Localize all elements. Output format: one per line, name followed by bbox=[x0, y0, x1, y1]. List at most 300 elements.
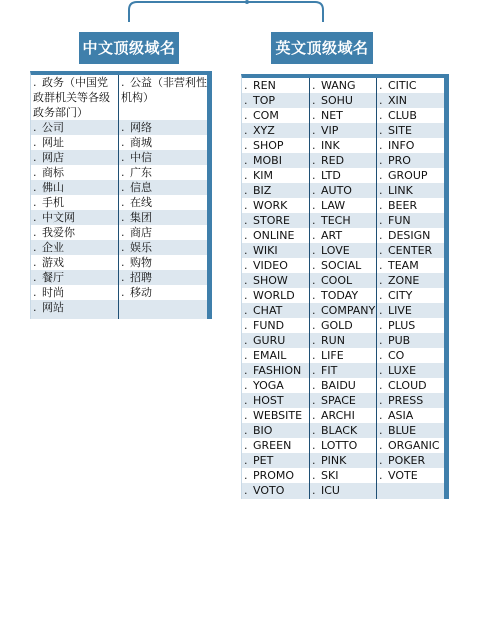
tld-cell bbox=[119, 150, 207, 165]
chinese-tld-column-1 bbox=[31, 75, 118, 319]
tld-cell bbox=[310, 153, 376, 168]
tld-cell bbox=[310, 123, 376, 138]
tld-label: 购物 bbox=[130, 256, 152, 269]
tld-label: YOGA bbox=[253, 379, 284, 392]
tld-label: HOST bbox=[253, 394, 284, 407]
tld-label: PRO bbox=[388, 154, 411, 167]
tld-label: SOCIAL bbox=[321, 259, 362, 272]
bullet-dot: . bbox=[33, 271, 37, 284]
bullet-dot: . bbox=[312, 469, 316, 482]
tld-label: PET bbox=[253, 454, 274, 467]
tld-label: 政务（中国党政群机关等各级政务部门） bbox=[33, 76, 110, 119]
tld-cell bbox=[310, 273, 376, 288]
tld-cell bbox=[377, 468, 444, 483]
tld-cell bbox=[310, 183, 376, 198]
bullet-dot: . bbox=[312, 154, 316, 167]
tld-label: GURU bbox=[253, 334, 286, 347]
bullet-dot: . bbox=[312, 244, 316, 257]
tld-label: BIZ bbox=[253, 184, 272, 197]
tld-cell bbox=[377, 108, 444, 123]
tld-label: SHOW bbox=[253, 274, 288, 287]
tld-cell bbox=[119, 75, 207, 120]
tld-cell bbox=[377, 303, 444, 318]
bullet-dot: . bbox=[312, 199, 316, 212]
tld-cell bbox=[242, 288, 309, 303]
bullet-dot: . bbox=[121, 256, 125, 269]
bullet-dot: . bbox=[312, 229, 316, 242]
tld-cell bbox=[377, 138, 444, 153]
bullet-dot: . bbox=[33, 136, 37, 149]
bullet-dot: . bbox=[244, 214, 248, 227]
bullet-dot: . bbox=[244, 469, 248, 482]
bullet-dot: . bbox=[379, 214, 383, 227]
tld-label: ONLINE bbox=[253, 229, 295, 242]
tld-label: ZONE bbox=[388, 274, 420, 287]
tld-cell bbox=[242, 438, 309, 453]
bullet-dot: . bbox=[244, 139, 248, 152]
bullet-dot: . bbox=[379, 349, 383, 362]
tld-cell bbox=[242, 483, 309, 498]
bullet-dot: . bbox=[33, 301, 37, 314]
tld-cell bbox=[31, 195, 118, 210]
tld-cell bbox=[377, 258, 444, 273]
tld-label: BLUE bbox=[388, 424, 417, 437]
bullet-dot: . bbox=[244, 184, 248, 197]
tld-cell bbox=[31, 255, 118, 270]
bullet-dot: . bbox=[379, 109, 383, 122]
tld-cell bbox=[377, 318, 444, 333]
tld-cell bbox=[377, 333, 444, 348]
tld-label: WANG bbox=[321, 79, 356, 92]
tld-label: CITIC bbox=[388, 79, 417, 92]
tld-label: COOL bbox=[321, 274, 353, 287]
english-tld-header: 英文顶级域名 bbox=[271, 32, 373, 64]
tld-cell bbox=[242, 138, 309, 153]
tld-cell bbox=[31, 135, 118, 150]
bullet-dot: . bbox=[244, 229, 248, 242]
tld-label: FUN bbox=[388, 214, 411, 227]
tld-label: 在线 bbox=[130, 196, 152, 209]
english-tld-table bbox=[241, 74, 449, 499]
tld-label: PUB bbox=[388, 334, 411, 347]
tld-label: CITY bbox=[388, 289, 413, 302]
tld-cell bbox=[377, 453, 444, 468]
bullet-dot: . bbox=[379, 334, 383, 347]
tld-label: LTD bbox=[321, 169, 341, 182]
tld-cell bbox=[377, 78, 444, 93]
tld-label: 移动 bbox=[130, 286, 152, 299]
tld-cell bbox=[310, 168, 376, 183]
tld-cell bbox=[310, 213, 376, 228]
tld-label: 娱乐 bbox=[130, 241, 152, 254]
bullet-dot: . bbox=[312, 259, 316, 272]
bullet-dot: . bbox=[33, 76, 37, 89]
tld-cell bbox=[242, 423, 309, 438]
bullet-dot: . bbox=[312, 394, 316, 407]
bullet-dot: . bbox=[379, 124, 383, 137]
tld-label: INFO bbox=[388, 139, 415, 152]
tld-label: BEER bbox=[388, 199, 418, 212]
tld-label: 佛山 bbox=[42, 181, 64, 194]
tld-label: 公司 bbox=[42, 121, 64, 134]
bullet-dot: . bbox=[244, 244, 248, 257]
tld-cell bbox=[242, 393, 309, 408]
tld-cell bbox=[242, 213, 309, 228]
bullet-dot: . bbox=[379, 79, 383, 92]
tld-cell bbox=[377, 198, 444, 213]
tld-label: 企业 bbox=[42, 241, 64, 254]
bullet-dot: . bbox=[379, 94, 383, 107]
english-tld-column-3 bbox=[376, 78, 444, 499]
bullet-dot: . bbox=[244, 259, 248, 272]
tld-label: 集团 bbox=[130, 211, 152, 224]
tld-label: WORLD bbox=[253, 289, 295, 302]
tld-label: AUTO bbox=[321, 184, 352, 197]
tld-cell bbox=[377, 93, 444, 108]
tld-label: VOTE bbox=[388, 469, 418, 482]
bullet-dot: . bbox=[33, 211, 37, 224]
tld-label: FIT bbox=[321, 364, 338, 377]
tld-label: 中信 bbox=[130, 151, 152, 164]
bullet-dot: . bbox=[312, 364, 316, 377]
bullet-dot: . bbox=[244, 484, 248, 497]
bullet-dot: . bbox=[121, 196, 125, 209]
bullet-dot: . bbox=[312, 289, 316, 302]
tld-cell bbox=[310, 393, 376, 408]
bullet-dot: . bbox=[33, 226, 37, 239]
bullet-dot: . bbox=[244, 94, 248, 107]
bullet-dot: . bbox=[121, 136, 125, 149]
bullet-dot: . bbox=[121, 241, 125, 254]
bullet-dot: . bbox=[121, 211, 125, 224]
tld-label: CO bbox=[388, 349, 405, 362]
tld-cell bbox=[310, 198, 376, 213]
tld-cell bbox=[310, 348, 376, 363]
bullet-dot: . bbox=[312, 484, 316, 497]
bullet-dot: . bbox=[121, 271, 125, 284]
tld-cell bbox=[377, 378, 444, 393]
tld-label: FUND bbox=[253, 319, 285, 332]
tld-cell bbox=[377, 288, 444, 303]
bullet-dot: . bbox=[312, 169, 316, 182]
tld-label: 餐厅 bbox=[42, 271, 64, 284]
tld-cell bbox=[242, 363, 309, 378]
tld-cell bbox=[31, 300, 118, 315]
tld-label: KIM bbox=[253, 169, 273, 182]
tld-label: SKI bbox=[321, 469, 339, 482]
bullet-dot: . bbox=[244, 379, 248, 392]
bullet-dot: . bbox=[121, 181, 125, 194]
tld-cell bbox=[310, 303, 376, 318]
bullet-dot: . bbox=[244, 274, 248, 287]
tld-label: WIKI bbox=[253, 244, 278, 257]
tree-connector bbox=[0, 0, 500, 40]
bullet-dot: . bbox=[244, 169, 248, 182]
tld-label: 广东 bbox=[130, 166, 152, 179]
bullet-dot: . bbox=[121, 76, 125, 89]
bullet-dot: . bbox=[312, 139, 316, 152]
tld-cell bbox=[377, 408, 444, 423]
bullet-dot: . bbox=[379, 319, 383, 332]
bullet-dot: . bbox=[312, 79, 316, 92]
tld-cell bbox=[119, 165, 207, 180]
bullet-dot: . bbox=[33, 196, 37, 209]
tld-label: LOVE bbox=[321, 244, 350, 257]
tld-cell bbox=[242, 168, 309, 183]
tld-cell bbox=[31, 75, 118, 120]
tld-label: ARCHI bbox=[321, 409, 355, 422]
tld-label: BLACK bbox=[321, 424, 358, 437]
tld-cell bbox=[377, 213, 444, 228]
chinese-tld-column-2 bbox=[118, 75, 207, 319]
bullet-dot: . bbox=[312, 334, 316, 347]
tld-cell bbox=[31, 180, 118, 195]
tld-label: 网址 bbox=[42, 136, 64, 149]
bullet-dot: . bbox=[379, 439, 383, 452]
tld-label: SHOP bbox=[253, 139, 284, 152]
tld-label: PRESS bbox=[388, 394, 424, 407]
tld-cell bbox=[310, 363, 376, 378]
bullet-dot: . bbox=[244, 439, 248, 452]
tld-label: TODAY bbox=[321, 289, 359, 302]
tld-label: LIFE bbox=[321, 349, 344, 362]
english-tld-column-2 bbox=[309, 78, 376, 499]
tld-cell bbox=[119, 255, 207, 270]
tld-label: BIO bbox=[253, 424, 273, 437]
tld-cell bbox=[310, 468, 376, 483]
tld-label: 商标 bbox=[42, 166, 64, 179]
tld-cell bbox=[377, 438, 444, 453]
tld-cell bbox=[31, 225, 118, 240]
tld-cell bbox=[242, 123, 309, 138]
bullet-dot: . bbox=[312, 124, 316, 137]
tld-cell bbox=[31, 270, 118, 285]
tld-label: BAIDU bbox=[321, 379, 356, 392]
bullet-dot: . bbox=[379, 139, 383, 152]
tld-cell bbox=[119, 180, 207, 195]
tld-cell bbox=[310, 258, 376, 273]
tld-cell bbox=[377, 273, 444, 288]
bullet-dot: . bbox=[33, 151, 37, 164]
tld-cell bbox=[119, 240, 207, 255]
tld-label: 商店 bbox=[130, 226, 152, 239]
tld-cell bbox=[242, 153, 309, 168]
tld-label: 网站 bbox=[42, 301, 64, 314]
tld-cell bbox=[242, 333, 309, 348]
tld-cell bbox=[31, 150, 118, 165]
tld-cell bbox=[31, 240, 118, 255]
tld-cell bbox=[377, 168, 444, 183]
tld-label: XIN bbox=[388, 94, 408, 107]
tld-label: 网店 bbox=[42, 151, 64, 164]
tld-cell bbox=[31, 210, 118, 225]
bullet-dot: . bbox=[244, 289, 248, 302]
tld-label: POKER bbox=[388, 454, 426, 467]
tld-label: 手机 bbox=[42, 196, 64, 209]
tld-label: VIDEO bbox=[253, 259, 288, 272]
tld-label: GREEN bbox=[253, 439, 292, 452]
bullet-dot: . bbox=[244, 154, 248, 167]
bullet-dot: . bbox=[312, 319, 316, 332]
connector-line bbox=[129, 2, 323, 22]
tld-label: WORK bbox=[253, 199, 288, 212]
tld-label: VIP bbox=[321, 124, 339, 137]
tld-label: EMAIL bbox=[253, 349, 287, 362]
tld-cell bbox=[377, 123, 444, 138]
bullet-dot: . bbox=[244, 109, 248, 122]
tld-cell bbox=[377, 228, 444, 243]
tld-label: COMPANY bbox=[321, 304, 376, 317]
chinese-tld-header: 中文顶级域名 bbox=[79, 32, 179, 64]
tld-cell bbox=[310, 243, 376, 258]
bullet-dot: . bbox=[379, 469, 383, 482]
bullet-dot: . bbox=[33, 241, 37, 254]
tld-label: 游戏 bbox=[42, 256, 64, 269]
bullet-dot: . bbox=[379, 259, 383, 272]
bullet-dot: . bbox=[33, 286, 37, 299]
tld-cell bbox=[242, 228, 309, 243]
tld-label: VOTO bbox=[253, 484, 285, 497]
tld-cell bbox=[119, 225, 207, 240]
tld-cell bbox=[119, 195, 207, 210]
bullet-dot: . bbox=[244, 424, 248, 437]
tld-label: INK bbox=[321, 139, 340, 152]
tld-cell bbox=[119, 285, 207, 300]
tld-label: CLUB bbox=[388, 109, 417, 122]
bullet-dot: . bbox=[312, 274, 316, 287]
tld-cell bbox=[242, 378, 309, 393]
tld-cell bbox=[310, 138, 376, 153]
bullet-dot: . bbox=[244, 124, 248, 137]
tld-cell bbox=[310, 438, 376, 453]
tld-cell bbox=[310, 408, 376, 423]
tld-label: TECH bbox=[321, 214, 351, 227]
bullet-dot: . bbox=[312, 304, 316, 317]
bullet-dot: . bbox=[121, 151, 125, 164]
bullet-dot: . bbox=[312, 94, 316, 107]
bullet-dot: . bbox=[312, 184, 316, 197]
tld-label: LINK bbox=[388, 184, 413, 197]
tld-label: STORE bbox=[253, 214, 290, 227]
tld-cell bbox=[119, 270, 207, 285]
bullet-dot: . bbox=[312, 214, 316, 227]
bullet-dot: . bbox=[379, 199, 383, 212]
tld-cell bbox=[310, 318, 376, 333]
bullet-dot: . bbox=[379, 454, 383, 467]
tld-label: LAW bbox=[321, 199, 346, 212]
bullet-dot: . bbox=[33, 181, 37, 194]
tld-label: LUXE bbox=[388, 364, 417, 377]
bullet-dot: . bbox=[379, 424, 383, 437]
tld-label: SPACE bbox=[321, 394, 356, 407]
tld-label: 网络 bbox=[130, 121, 152, 134]
tld-label: ART bbox=[321, 229, 343, 242]
tld-cell bbox=[310, 378, 376, 393]
tld-label: ASIA bbox=[388, 409, 414, 422]
tld-label: GOLD bbox=[321, 319, 353, 332]
tld-cell bbox=[242, 243, 309, 258]
tld-cell bbox=[310, 333, 376, 348]
tld-cell bbox=[31, 120, 118, 135]
bullet-dot: . bbox=[244, 304, 248, 317]
tld-cell bbox=[377, 393, 444, 408]
bullet-dot: . bbox=[312, 454, 316, 467]
tld-label: REN bbox=[253, 79, 276, 92]
bullet-dot: . bbox=[121, 286, 125, 299]
bullet-dot: . bbox=[379, 154, 383, 167]
tld-cell bbox=[310, 423, 376, 438]
tld-cell bbox=[310, 288, 376, 303]
bullet-dot: . bbox=[244, 349, 248, 362]
bullet-dot: . bbox=[379, 394, 383, 407]
tld-label: FASHION bbox=[253, 364, 302, 377]
tld-cell bbox=[242, 108, 309, 123]
tld-cell bbox=[310, 483, 376, 498]
bullet-dot: . bbox=[379, 409, 383, 422]
tld-cell bbox=[242, 318, 309, 333]
bullet-dot: . bbox=[244, 319, 248, 332]
bullet-dot: . bbox=[244, 334, 248, 347]
tld-label: PLUS bbox=[388, 319, 416, 332]
tld-label: LIVE bbox=[388, 304, 412, 317]
tld-label: ICU bbox=[321, 484, 340, 497]
tld-label: CENTER bbox=[388, 244, 433, 257]
tld-cell bbox=[242, 198, 309, 213]
tld-label: WEBSITE bbox=[253, 409, 303, 422]
bullet-dot: . bbox=[244, 364, 248, 377]
tld-label: TEAM bbox=[388, 259, 419, 272]
bullet-dot: . bbox=[379, 364, 383, 377]
bullet-dot: . bbox=[33, 121, 37, 134]
tld-cell bbox=[377, 423, 444, 438]
tld-cell bbox=[377, 348, 444, 363]
tld-label: RUN bbox=[321, 334, 345, 347]
tld-cell bbox=[310, 108, 376, 123]
tld-cell bbox=[31, 165, 118, 180]
bullet-dot: . bbox=[379, 244, 383, 257]
connector-node bbox=[245, 0, 249, 4]
tld-label: 我爱你 bbox=[42, 226, 75, 239]
tld-cell bbox=[31, 285, 118, 300]
bullet-dot: . bbox=[379, 169, 383, 182]
tld-label: MOBI bbox=[253, 154, 282, 167]
tld-cell bbox=[310, 453, 376, 468]
tld-label: ORGANIC bbox=[388, 439, 440, 452]
tld-cell bbox=[119, 210, 207, 225]
tld-label: 商城 bbox=[130, 136, 152, 149]
tld-label: SITE bbox=[388, 124, 412, 137]
tld-cell bbox=[242, 468, 309, 483]
bullet-dot: . bbox=[379, 229, 383, 242]
tld-label: RED bbox=[321, 154, 345, 167]
bullet-dot: . bbox=[244, 79, 248, 92]
bullet-dot: . bbox=[121, 121, 125, 134]
tld-cell bbox=[377, 363, 444, 378]
bullet-dot: . bbox=[379, 184, 383, 197]
tld-label: PROMO bbox=[253, 469, 295, 482]
tld-label: TOP bbox=[253, 94, 276, 107]
tld-cell bbox=[242, 93, 309, 108]
tld-label: LOTTO bbox=[321, 439, 358, 452]
tld-label: 中文网 bbox=[42, 211, 75, 224]
tld-cell bbox=[242, 408, 309, 423]
tld-cell bbox=[377, 153, 444, 168]
bullet-dot: . bbox=[244, 394, 248, 407]
tld-cell bbox=[377, 183, 444, 198]
bullet-dot: . bbox=[33, 166, 37, 179]
chinese-tld-table bbox=[30, 71, 212, 319]
tld-label: 招聘 bbox=[130, 271, 152, 284]
